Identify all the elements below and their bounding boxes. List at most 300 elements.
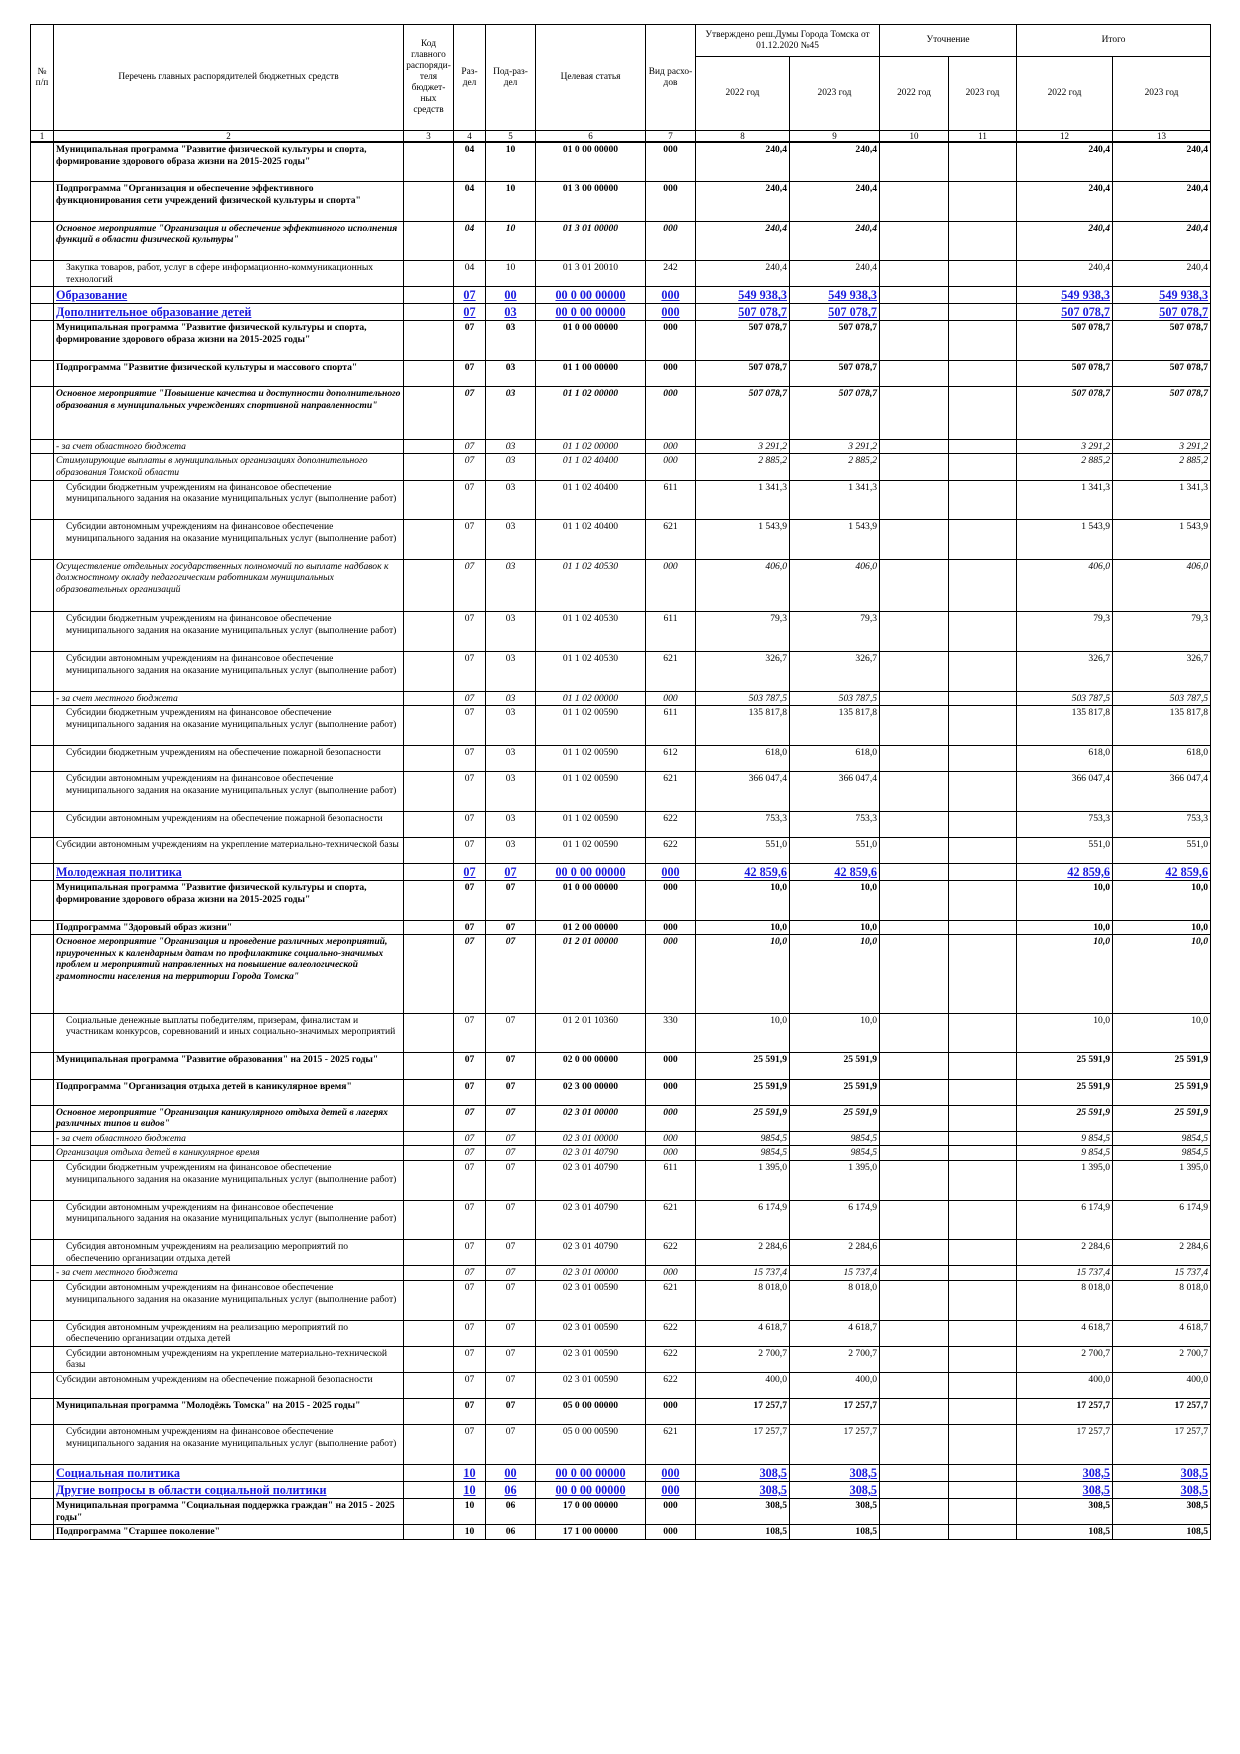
row-total-2023: 10,0 <box>1113 880 1211 920</box>
row-number <box>31 1346 54 1372</box>
table-row <box>31 520 1211 560</box>
row-approved-2023: 10,0 <box>790 880 880 920</box>
row-subsection: 03 <box>486 304 536 321</box>
row-total-2023: 6 174,9 <box>1113 1200 1211 1240</box>
row-approved-2022: 549 938,3 <box>696 287 790 304</box>
row-approved-2022: 1 341,3 <box>696 480 790 520</box>
row-clarification-2023 <box>949 811 1017 837</box>
row-total-2022: 6 174,9 <box>1017 1200 1113 1240</box>
budget-table-wrapper <box>30 24 1210 1540</box>
row-section: 04 <box>454 221 486 261</box>
row-approved-2023: 240,4 <box>790 142 880 182</box>
row-total-2022: 406,0 <box>1017 559 1113 612</box>
row-target-article: 00 0 00 00000 <box>536 1464 646 1481</box>
table-row <box>31 1053 1211 1079</box>
row-clarification-2022 <box>880 612 949 652</box>
table-row <box>31 142 1211 182</box>
row-subsection: 06 <box>486 1525 536 1540</box>
row-clarification-2022 <box>880 691 949 706</box>
row-section: 07 <box>454 361 486 387</box>
row-total-2022: 1 341,3 <box>1017 480 1113 520</box>
row-approved-2022: 25 591,9 <box>696 1079 790 1105</box>
row-approved-2022: 240,4 <box>696 142 790 182</box>
row-clarification-2022 <box>880 811 949 837</box>
row-number <box>31 652 54 692</box>
row-subsection: 03 <box>486 520 536 560</box>
column-number: 1 <box>31 131 54 143</box>
row-number <box>31 221 54 261</box>
row-name: Основное мероприятие "Повышение качества и доступности дополнительного образования в муниципальных учреждениях спортивной направленности" <box>54 387 404 440</box>
row-total-2023: 308,5 <box>1113 1481 1211 1498</box>
row-section: 07 <box>454 745 486 771</box>
row-approved-2023: 507 078,7 <box>790 304 880 321</box>
row-number <box>31 691 54 706</box>
row-total-2023: 507 078,7 <box>1113 361 1211 387</box>
table-row <box>31 1105 1211 1131</box>
row-number <box>31 1240 54 1266</box>
row-approved-2023: 1 395,0 <box>790 1161 880 1201</box>
row-total-2023: 17 257,7 <box>1113 1399 1211 1425</box>
row-target-article: 02 3 00 00000 <box>536 1079 646 1105</box>
row-target-article: 01 3 01 20010 <box>536 261 646 287</box>
row-total-2023: 15 737,4 <box>1113 1266 1211 1281</box>
row-code <box>404 920 454 935</box>
header-approved: Утверждено реш.Думы Города Томска от 01.12.2020 №45 <box>696 25 880 57</box>
row-total-2022: 42 859,6 <box>1017 863 1113 880</box>
row-expense-type: 000 <box>646 387 696 440</box>
row-total-2023: 3 291,2 <box>1113 439 1211 454</box>
row-total-2022: 1 543,9 <box>1017 520 1113 560</box>
row-clarification-2022 <box>880 1281 949 1321</box>
row-approved-2023: 8 018,0 <box>790 1281 880 1321</box>
row-clarification-2023 <box>949 1525 1017 1540</box>
row-expense-type: 000 <box>646 321 696 361</box>
row-subsection: 07 <box>486 1373 536 1399</box>
row-total-2022: 240,4 <box>1017 221 1113 261</box>
row-subsection: 03 <box>486 454 536 480</box>
row-approved-2023: 618,0 <box>790 745 880 771</box>
row-code <box>404 880 454 920</box>
row-number <box>31 1498 54 1524</box>
row-approved-2022: 25 591,9 <box>696 1053 790 1079</box>
table-row <box>31 1281 1211 1321</box>
row-clarification-2022 <box>880 1131 949 1146</box>
row-approved-2023: 10,0 <box>790 1013 880 1053</box>
row-expense-type: 000 <box>646 1399 696 1425</box>
row-expense-type: 000 <box>646 1525 696 1540</box>
row-number <box>31 771 54 811</box>
table-row <box>31 1373 1211 1399</box>
row-target-article: 01 3 00 00000 <box>536 182 646 222</box>
row-total-2022: 10,0 <box>1017 880 1113 920</box>
row-target-article: 02 0 00 00000 <box>536 1053 646 1079</box>
row-clarification-2022 <box>880 361 949 387</box>
table-row <box>31 321 1211 361</box>
row-section: 07 <box>454 1266 486 1281</box>
row-expense-type: 000 <box>646 1464 696 1481</box>
row-expense-type: 611 <box>646 1161 696 1201</box>
row-code <box>404 142 454 182</box>
table-row <box>31 771 1211 811</box>
row-total-2023: 406,0 <box>1113 559 1211 612</box>
header-distributors: Перечень главных распорядителей бюджетных средств <box>54 25 404 131</box>
row-total-2022: 10,0 <box>1017 1013 1113 1053</box>
row-expense-type: 611 <box>646 480 696 520</box>
row-approved-2023: 507 078,7 <box>790 321 880 361</box>
row-clarification-2022 <box>880 1161 949 1201</box>
table-row <box>31 811 1211 837</box>
row-expense-type: 622 <box>646 811 696 837</box>
row-clarification-2023 <box>949 691 1017 706</box>
row-total-2022: 240,4 <box>1017 182 1113 222</box>
budget-table <box>30 24 1211 1540</box>
row-section: 07 <box>454 520 486 560</box>
row-code <box>404 1079 454 1105</box>
row-total-2023: 108,5 <box>1113 1525 1211 1540</box>
row-code <box>404 1346 454 1372</box>
row-section: 07 <box>454 1320 486 1346</box>
row-approved-2023: 135 817,8 <box>790 706 880 746</box>
row-target-article: 01 2 01 00000 <box>536 935 646 1014</box>
row-approved-2022: 79,3 <box>696 612 790 652</box>
row-code <box>404 1525 454 1540</box>
row-approved-2023: 6 174,9 <box>790 1200 880 1240</box>
row-approved-2022: 3 291,2 <box>696 439 790 454</box>
row-approved-2022: 366 047,4 <box>696 771 790 811</box>
row-number <box>31 1013 54 1053</box>
row-clarification-2023 <box>949 454 1017 480</box>
row-target-article: 00 0 00 00000 <box>536 304 646 321</box>
row-total-2023: 549 938,3 <box>1113 287 1211 304</box>
row-target-article: 01 0 00 00000 <box>536 880 646 920</box>
row-total-2022: 308,5 <box>1017 1481 1113 1498</box>
row-expense-type: 622 <box>646 837 696 863</box>
row-expense-type: 000 <box>646 1146 696 1161</box>
row-section: 07 <box>454 1425 486 1465</box>
row-clarification-2022 <box>880 1200 949 1240</box>
column-number: 3 <box>404 131 454 143</box>
row-approved-2023: 25 591,9 <box>790 1053 880 1079</box>
table-row <box>31 745 1211 771</box>
row-target-article: 01 1 02 40530 <box>536 612 646 652</box>
row-target-article: 00 0 00 00000 <box>536 863 646 880</box>
row-name: Субсидии автономным учреждениям на укрепление материально-технической базы <box>54 837 404 863</box>
row-total-2022: 135 817,8 <box>1017 706 1113 746</box>
row-clarification-2022 <box>880 439 949 454</box>
row-approved-2022: 240,4 <box>696 182 790 222</box>
row-number <box>31 142 54 182</box>
row-clarification-2022 <box>880 863 949 880</box>
row-clarification-2022 <box>880 1525 949 1540</box>
row-clarification-2022 <box>880 142 949 182</box>
row-code <box>404 1266 454 1281</box>
row-clarification-2023 <box>949 1053 1017 1079</box>
row-number <box>31 480 54 520</box>
row-approved-2023: 4 618,7 <box>790 1320 880 1346</box>
row-expense-type: 000 <box>646 287 696 304</box>
row-subsection: 07 <box>486 1346 536 1372</box>
row-number <box>31 1373 54 1399</box>
row-approved-2022: 308,5 <box>696 1464 790 1481</box>
row-clarification-2023 <box>949 221 1017 261</box>
row-total-2022: 79,3 <box>1017 612 1113 652</box>
row-approved-2022: 9854,5 <box>696 1146 790 1161</box>
row-approved-2023: 79,3 <box>790 612 880 652</box>
row-subsection: 07 <box>486 1079 536 1105</box>
row-approved-2023: 10,0 <box>790 935 880 1014</box>
row-expense-type: 621 <box>646 771 696 811</box>
row-approved-2022: 2 885,2 <box>696 454 790 480</box>
row-approved-2022: 25 591,9 <box>696 1105 790 1131</box>
row-name: Субсидии бюджетным учреждениям на финансовое обеспечение муниципального задания на оказание муниципальных услуг (выполнение работ) <box>54 706 404 746</box>
row-clarification-2023 <box>949 142 1017 182</box>
row-approved-2022: 2 700,7 <box>696 1346 790 1372</box>
row-total-2022: 3 291,2 <box>1017 439 1113 454</box>
row-approved-2023: 240,4 <box>790 221 880 261</box>
row-total-2023: 17 257,7 <box>1113 1425 1211 1465</box>
row-total-2023: 42 859,6 <box>1113 863 1211 880</box>
row-name: Молодежная политика <box>54 863 404 880</box>
row-expense-type: 000 <box>646 1266 696 1281</box>
row-total-2022: 308,5 <box>1017 1498 1113 1524</box>
row-target-article: 01 2 01 10360 <box>536 1013 646 1053</box>
row-approved-2023: 2 700,7 <box>790 1346 880 1372</box>
row-subsection: 03 <box>486 480 536 520</box>
row-total-2023: 400,0 <box>1113 1373 1211 1399</box>
row-subsection: 07 <box>486 1399 536 1425</box>
row-clarification-2023 <box>949 1105 1017 1131</box>
row-approved-2023: 308,5 <box>790 1498 880 1524</box>
row-code <box>404 287 454 304</box>
row-total-2023: 2 700,7 <box>1113 1346 1211 1372</box>
table-row <box>31 387 1211 440</box>
row-number <box>31 321 54 361</box>
row-clarification-2022 <box>880 454 949 480</box>
row-total-2022: 551,0 <box>1017 837 1113 863</box>
row-approved-2023: 507 078,7 <box>790 361 880 387</box>
row-expense-type: 612 <box>646 745 696 771</box>
row-number <box>31 287 54 304</box>
row-approved-2022: 308,5 <box>696 1498 790 1524</box>
row-code <box>404 691 454 706</box>
row-expense-type: 000 <box>646 920 696 935</box>
header-target-article: Целевая статья <box>536 25 646 131</box>
table-row <box>31 182 1211 222</box>
row-section: 10 <box>454 1525 486 1540</box>
row-subsection: 00 <box>486 287 536 304</box>
row-approved-2022: 1 395,0 <box>696 1161 790 1201</box>
row-subsection: 10 <box>486 221 536 261</box>
row-total-2022: 240,4 <box>1017 142 1113 182</box>
row-target-article: 01 1 00 00000 <box>536 361 646 387</box>
row-approved-2022: 507 078,7 <box>696 361 790 387</box>
row-total-2022: 4 618,7 <box>1017 1320 1113 1346</box>
row-target-article: 17 1 00 00000 <box>536 1525 646 1540</box>
row-code <box>404 221 454 261</box>
column-number: 8 <box>696 131 790 143</box>
row-section: 07 <box>454 935 486 1014</box>
row-total-2023: 9854,5 <box>1113 1146 1211 1161</box>
row-approved-2023: 25 591,9 <box>790 1079 880 1105</box>
row-clarification-2023 <box>949 745 1017 771</box>
row-code <box>404 559 454 612</box>
row-clarification-2023 <box>949 837 1017 863</box>
row-code <box>404 520 454 560</box>
row-clarification-2023 <box>949 1161 1017 1201</box>
row-target-article: 01 2 00 00000 <box>536 920 646 935</box>
row-number <box>31 1399 54 1425</box>
header-approved-2022: 2022 год <box>696 57 790 131</box>
row-approved-2022: 240,4 <box>696 221 790 261</box>
row-number <box>31 304 54 321</box>
row-approved-2023: 25 591,9 <box>790 1105 880 1131</box>
row-subsection: 03 <box>486 691 536 706</box>
row-code <box>404 1425 454 1465</box>
table-row <box>31 454 1211 480</box>
row-expense-type: 000 <box>646 935 696 1014</box>
column-number: 7 <box>646 131 696 143</box>
row-clarification-2023 <box>949 1240 1017 1266</box>
row-subsection: 03 <box>486 706 536 746</box>
row-total-2023: 753,3 <box>1113 811 1211 837</box>
row-approved-2023: 17 257,7 <box>790 1425 880 1465</box>
row-total-2022: 25 591,9 <box>1017 1053 1113 1079</box>
row-subsection: 03 <box>486 811 536 837</box>
row-clarification-2023 <box>949 863 1017 880</box>
row-total-2023: 551,0 <box>1113 837 1211 863</box>
row-number <box>31 612 54 652</box>
row-name: Образование <box>54 287 404 304</box>
row-target-article: 01 0 00 00000 <box>536 142 646 182</box>
row-subsection: 03 <box>486 771 536 811</box>
row-code <box>404 1320 454 1346</box>
row-code <box>404 652 454 692</box>
header-total-2023: 2023 год <box>1113 57 1211 131</box>
table-row <box>31 1464 1211 1481</box>
row-name: Субсидии бюджетным учреждениям на финансовое обеспечение муниципального задания на оказание муниципальных услуг (выполнение работ) <box>54 1161 404 1201</box>
row-approved-2022: 240,4 <box>696 261 790 287</box>
row-total-2022: 2 284,6 <box>1017 1240 1113 1266</box>
row-code <box>404 837 454 863</box>
row-section: 10 <box>454 1498 486 1524</box>
row-name: Подпрограмма "Организация и обеспечение эффективного функционирования сети учреждений физической культуры и спорта" <box>54 182 404 222</box>
row-expense-type: 000 <box>646 880 696 920</box>
row-approved-2023: 1 543,9 <box>790 520 880 560</box>
row-target-article: 02 3 01 00000 <box>536 1266 646 1281</box>
row-number <box>31 559 54 612</box>
row-target-article: 17 0 00 00000 <box>536 1498 646 1524</box>
row-section: 07 <box>454 880 486 920</box>
row-section: 07 <box>454 1399 486 1425</box>
row-number <box>31 439 54 454</box>
row-target-article: 02 3 01 00000 <box>536 1105 646 1131</box>
table-row <box>31 691 1211 706</box>
row-subsection: 07 <box>486 1013 536 1053</box>
header-total: Итого <box>1017 25 1211 57</box>
row-expense-type: 000 <box>646 863 696 880</box>
row-target-article: 02 3 01 00590 <box>536 1373 646 1399</box>
column-number: 12 <box>1017 131 1113 143</box>
row-total-2023: 2 284,6 <box>1113 1240 1211 1266</box>
row-target-article: 01 1 02 00590 <box>536 811 646 837</box>
row-approved-2023: 551,0 <box>790 837 880 863</box>
row-subsection: 03 <box>486 837 536 863</box>
column-number: 6 <box>536 131 646 143</box>
row-number <box>31 1320 54 1346</box>
table-row <box>31 1525 1211 1540</box>
row-name: Муниципальная программа "Социальная поддержка граждан" на 2015 - 2025 годы" <box>54 1498 404 1524</box>
row-approved-2022: 753,3 <box>696 811 790 837</box>
row-approved-2022: 8 018,0 <box>696 1281 790 1321</box>
row-subsection: 07 <box>486 1053 536 1079</box>
row-section: 07 <box>454 1281 486 1321</box>
row-code <box>404 935 454 1014</box>
row-clarification-2023 <box>949 304 1017 321</box>
row-expense-type: 000 <box>646 454 696 480</box>
row-code <box>404 454 454 480</box>
table-row <box>31 1266 1211 1281</box>
row-code <box>404 1240 454 1266</box>
row-expense-type: 621 <box>646 1281 696 1321</box>
row-section: 07 <box>454 1161 486 1201</box>
row-approved-2022: 15 737,4 <box>696 1266 790 1281</box>
row-name: Подпрограмма "Старшее поколение" <box>54 1525 404 1540</box>
row-approved-2022: 10,0 <box>696 920 790 935</box>
row-target-article: 01 1 02 40530 <box>536 652 646 692</box>
row-section: 07 <box>454 612 486 652</box>
row-target-article: 01 1 02 00590 <box>536 706 646 746</box>
row-clarification-2023 <box>949 1131 1017 1146</box>
row-name: Подпрограмма "Здоровый образ жизни" <box>54 920 404 935</box>
row-clarification-2022 <box>880 1320 949 1346</box>
row-target-article: 01 1 02 00000 <box>536 387 646 440</box>
row-code <box>404 1373 454 1399</box>
row-clarification-2022 <box>880 771 949 811</box>
row-code <box>404 1464 454 1481</box>
row-clarification-2023 <box>949 612 1017 652</box>
row-number <box>31 454 54 480</box>
row-total-2022: 308,5 <box>1017 1464 1113 1481</box>
row-name: Субсидии бюджетным учреждениям на обеспечение пожарной безопасности <box>54 745 404 771</box>
row-expense-type: 000 <box>646 142 696 182</box>
row-subsection: 03 <box>486 361 536 387</box>
table-row <box>31 1399 1211 1425</box>
row-total-2022: 503 787,5 <box>1017 691 1113 706</box>
row-subsection: 06 <box>486 1498 536 1524</box>
table-header <box>31 25 1211 143</box>
row-clarification-2022 <box>880 1105 949 1131</box>
row-total-2022: 507 078,7 <box>1017 361 1113 387</box>
table-row <box>31 261 1211 287</box>
row-total-2022: 8 018,0 <box>1017 1281 1113 1321</box>
row-clarification-2023 <box>949 361 1017 387</box>
row-approved-2022: 9854,5 <box>696 1131 790 1146</box>
row-code <box>404 1105 454 1131</box>
header-clarification-2023: 2023 год <box>949 57 1017 131</box>
row-code <box>404 361 454 387</box>
row-number <box>31 1425 54 1465</box>
row-subsection: 03 <box>486 387 536 440</box>
row-clarification-2023 <box>949 1200 1017 1240</box>
row-approved-2022: 507 078,7 <box>696 321 790 361</box>
row-approved-2022: 17 257,7 <box>696 1425 790 1465</box>
row-target-article: 01 3 01 00000 <box>536 221 646 261</box>
row-code <box>404 1013 454 1053</box>
row-total-2023: 308,5 <box>1113 1498 1211 1524</box>
row-clarification-2023 <box>949 480 1017 520</box>
row-section: 07 <box>454 1013 486 1053</box>
row-code <box>404 1281 454 1321</box>
